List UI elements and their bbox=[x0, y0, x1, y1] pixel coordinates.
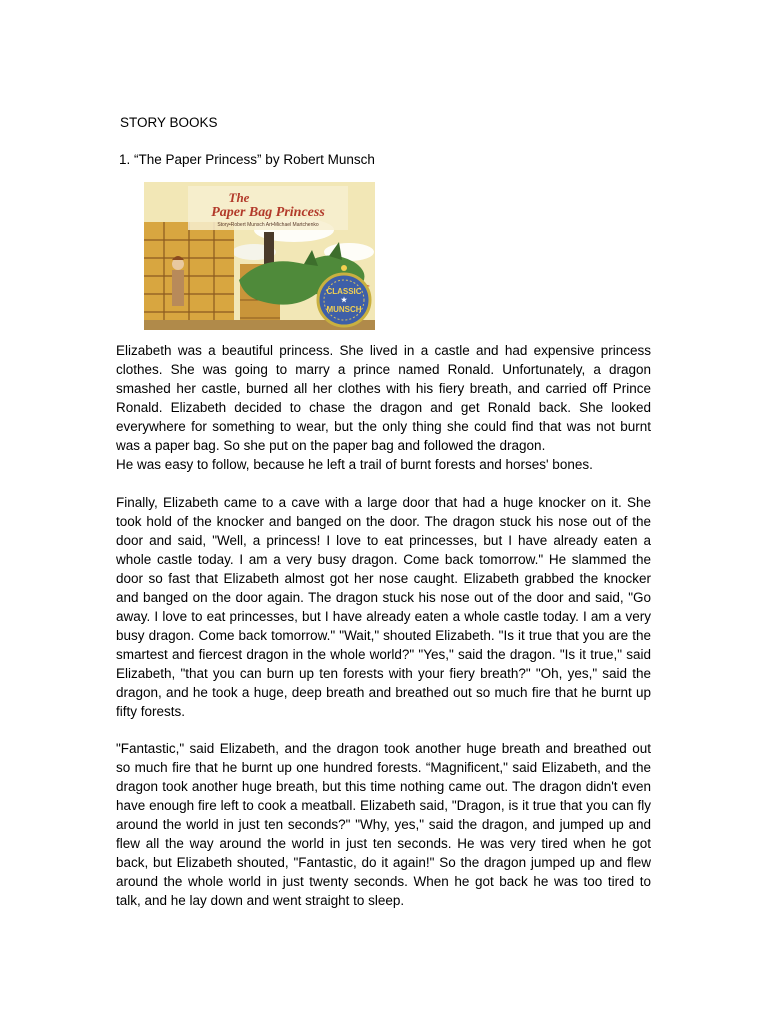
paragraph-line: have enough fire left to cook a meatball. Elizabeth said, "Dragon, is it true that you can fly bbox=[116, 798, 651, 813]
paragraph-3 bbox=[116, 739, 651, 910]
paragraph-line: dragon, and he took a huge, deep breath and breathed out so much fire that he burnt up bbox=[116, 685, 651, 700]
cover-title-line2: Paper Bag Princess bbox=[211, 205, 325, 220]
paragraph-line: He was easy to follow, because he left a trail of burnt forests and horses' bones. bbox=[116, 457, 593, 472]
paragraph-line: smartest and fiercest dragon in the whole world?" "Yes," said the dragon. "Is it true," said bbox=[116, 647, 651, 662]
svg-text:★: ★ bbox=[340, 297, 348, 304]
seal-text-bottom: MUNSCH bbox=[326, 305, 362, 314]
paragraph-line: was a paper bag. So she put on the paper bag and followed the dragon. bbox=[116, 438, 546, 453]
paragraph-line: around the world in just ten seconds?" "Why, yes," said the dragon, and jumped up and bbox=[116, 817, 651, 832]
book-cover-illustration bbox=[144, 182, 375, 330]
paragraph-line: dragon took another huge breath, but this time nothing came out. The dragon didn't even bbox=[116, 779, 651, 794]
paragraph-line: around the whole world in just twenty seconds. When he got back he was too tired to bbox=[116, 874, 651, 889]
cover-title-line1: The bbox=[228, 190, 250, 205]
paragraph-1 bbox=[116, 341, 651, 455]
paragraph-line: and banged on the door again. The dragon stuck his nose out of the door and said, "Go bbox=[116, 590, 651, 605]
paragraph-line: door and said, "Well, a princess! I love to eat princesses, but I have already eaten a bbox=[116, 533, 651, 548]
paragraph-line: talk, and he lay down and went straight to sleep. bbox=[116, 893, 405, 908]
paragraph-line: away. I love to eat princesses, but I have already eaten a whole castle today. I am a very bbox=[116, 609, 651, 624]
paragraph-line: "Fantastic," said Elizabeth, and the dragon took another huge breath and breathed out bbox=[116, 741, 651, 756]
paragraph-line: whole castle today. I am a very busy dragon. Come back tomorrow." He slammed the bbox=[116, 552, 651, 567]
paragraph-line: Finally, Elizabeth came to a cave with a large door that had a huge knocker on it. She bbox=[116, 495, 651, 510]
paragraph-line: door so fast that Elizabeth almost got her nose caught. Elizabeth grabbed the knocker bbox=[116, 571, 651, 586]
book-cover-image bbox=[144, 182, 375, 330]
paragraph-2 bbox=[116, 493, 651, 721]
paragraph-line: so much fire that he burnt up one hundred forests. “Magnificent," said Elizabeth, and the bbox=[116, 760, 651, 775]
paragraph-line: Elizabeth, "that you can burn up ten forests with your fiery breath?" "Oh, yes," said the bbox=[116, 666, 651, 681]
paragraph-line: busy dragon. Come back tomorrow." "Wait," shouted Elizabeth. "Is it true that you are the bbox=[116, 628, 651, 643]
paragraph-line: back, but Elizabeth shouted, "Fantastic, do it again!" So the dragon jumped up and flew bbox=[116, 855, 651, 870]
book-title: 1. “The Paper Princess” by Robert Munsch bbox=[119, 152, 375, 167]
seal-text-top: CLASSIC bbox=[326, 287, 362, 296]
cover-credits: Story•Robert Munsch Art•Michael Martchenko bbox=[217, 222, 319, 228]
paragraph-line: flew all the way around the world in just ten seconds. He was very tired when he got bbox=[116, 836, 651, 851]
paragraph-line: fifty forests. bbox=[116, 704, 186, 719]
paragraph-1-continuation bbox=[116, 455, 651, 474]
paragraph-line: everywhere for something to wear, but the only thing she could find that was not burnt bbox=[116, 419, 651, 434]
section-heading: STORY BOOKS bbox=[120, 115, 218, 130]
paragraph-line: smashed her castle, burned all her clothes with his fiery breath, and carried off Prince bbox=[116, 381, 651, 396]
paragraph-line: took hold of the knocker and banged on the door. The dragon stuck his nose out of the bbox=[116, 514, 651, 529]
paragraph-line: Ronald. Elizabeth decided to chase the dragon and get Ronald back. She looked bbox=[116, 400, 651, 415]
paragraph-line: Elizabeth was a beautiful princess. She lived in a castle and had expensive princess bbox=[116, 343, 651, 358]
paragraph-line: clothes. She was going to marry a prince named Ronald. Unfortunately, a dragon bbox=[116, 362, 651, 377]
